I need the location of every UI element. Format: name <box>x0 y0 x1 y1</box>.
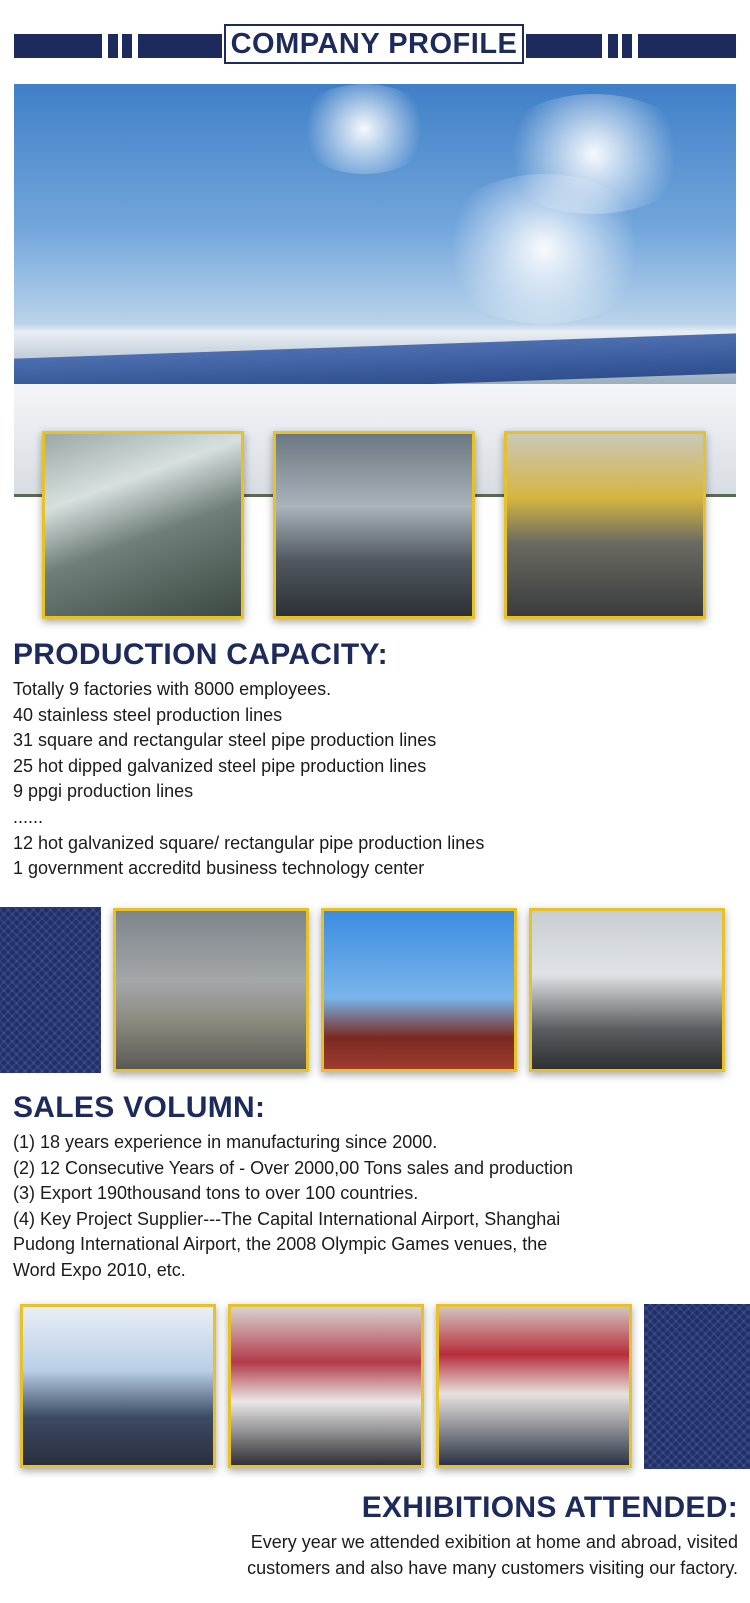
cloud <box>294 84 434 174</box>
decorative-pattern-block <box>644 1304 750 1469</box>
sales-line: (1) 18 years experience in manufacturing since 2000. <box>13 1132 438 1152</box>
production-line: Totally 9 factories with 8000 employees. <box>13 679 332 699</box>
production-lines <box>13 677 484 882</box>
sales-line: (4) Key Project Supplier---The Capital International Airport, Shanghai <box>13 1208 561 1229</box>
production-line: 40 stainless steel production lines <box>13 704 283 725</box>
exhibitions-lines <box>247 1530 738 1581</box>
stadium-site-photo <box>529 908 725 1072</box>
sales-line: Word Expo 2010, etc. <box>13 1259 186 1280</box>
pipe-stack-photo <box>273 431 475 619</box>
banner-stripe <box>622 34 632 58</box>
banner-stripe <box>14 34 102 58</box>
production-line: 31 square and rectangular steel pipe production lines <box>13 730 437 751</box>
airport-construction-photo <box>113 908 309 1072</box>
production-line: 12 hot galvanized square/ rectangular pipe production lines <box>13 832 485 853</box>
company-profile-banner <box>0 0 750 80</box>
exhibitions-heading: EXHIBITIONS ATTENDED: <box>361 1491 738 1524</box>
production-heading: PRODUCTION CAPACITY: <box>13 638 388 671</box>
pipe-cooling-photo <box>42 431 244 619</box>
production-line: ...... <box>13 806 44 827</box>
banner-stripe <box>526 34 602 58</box>
production-line: 25 hot dipped galvanized steel pipe production lines <box>13 755 427 776</box>
steel-frame-photo <box>321 908 517 1072</box>
banner-stripe <box>608 34 618 58</box>
production-line-photo <box>504 431 706 619</box>
banner-title-box <box>224 24 524 64</box>
cloud <box>434 174 654 324</box>
production-line: 1 government accreditd business technology center <box>13 858 425 879</box>
banner-stripe <box>638 34 736 58</box>
exhibition-meeting-photo <box>436 1304 632 1468</box>
decorative-pattern-block <box>0 907 101 1073</box>
sales-heading: SALES VOLUMN: <box>13 1091 266 1124</box>
exhibition-visitors-photo <box>228 1304 424 1468</box>
sales-line: (2) 12 Consecutive Years of - Over 2000,00 Tons sales and production <box>13 1157 574 1178</box>
exhibition-booth-photo <box>20 1304 216 1468</box>
sales-line: (3) Export 190thousand tons to over 100 countries. <box>13 1183 419 1204</box>
banner-stripe <box>138 34 222 58</box>
sales-line: Pudong International Airport, the 2008 Olympic Games venues, the <box>13 1234 548 1255</box>
exhibitions-line: customers and also have many customers visiting our factory. <box>247 1557 738 1578</box>
sales-lines <box>13 1130 573 1284</box>
banner-stripe <box>122 34 132 58</box>
banner-stripe <box>108 34 118 58</box>
exhibitions-line: Every year we attended exibition at home and abroad, visited <box>250 1532 738 1552</box>
page-title: COMPANY PROFILE <box>230 27 518 60</box>
production-line: 9 ppgi production lines <box>13 781 194 802</box>
